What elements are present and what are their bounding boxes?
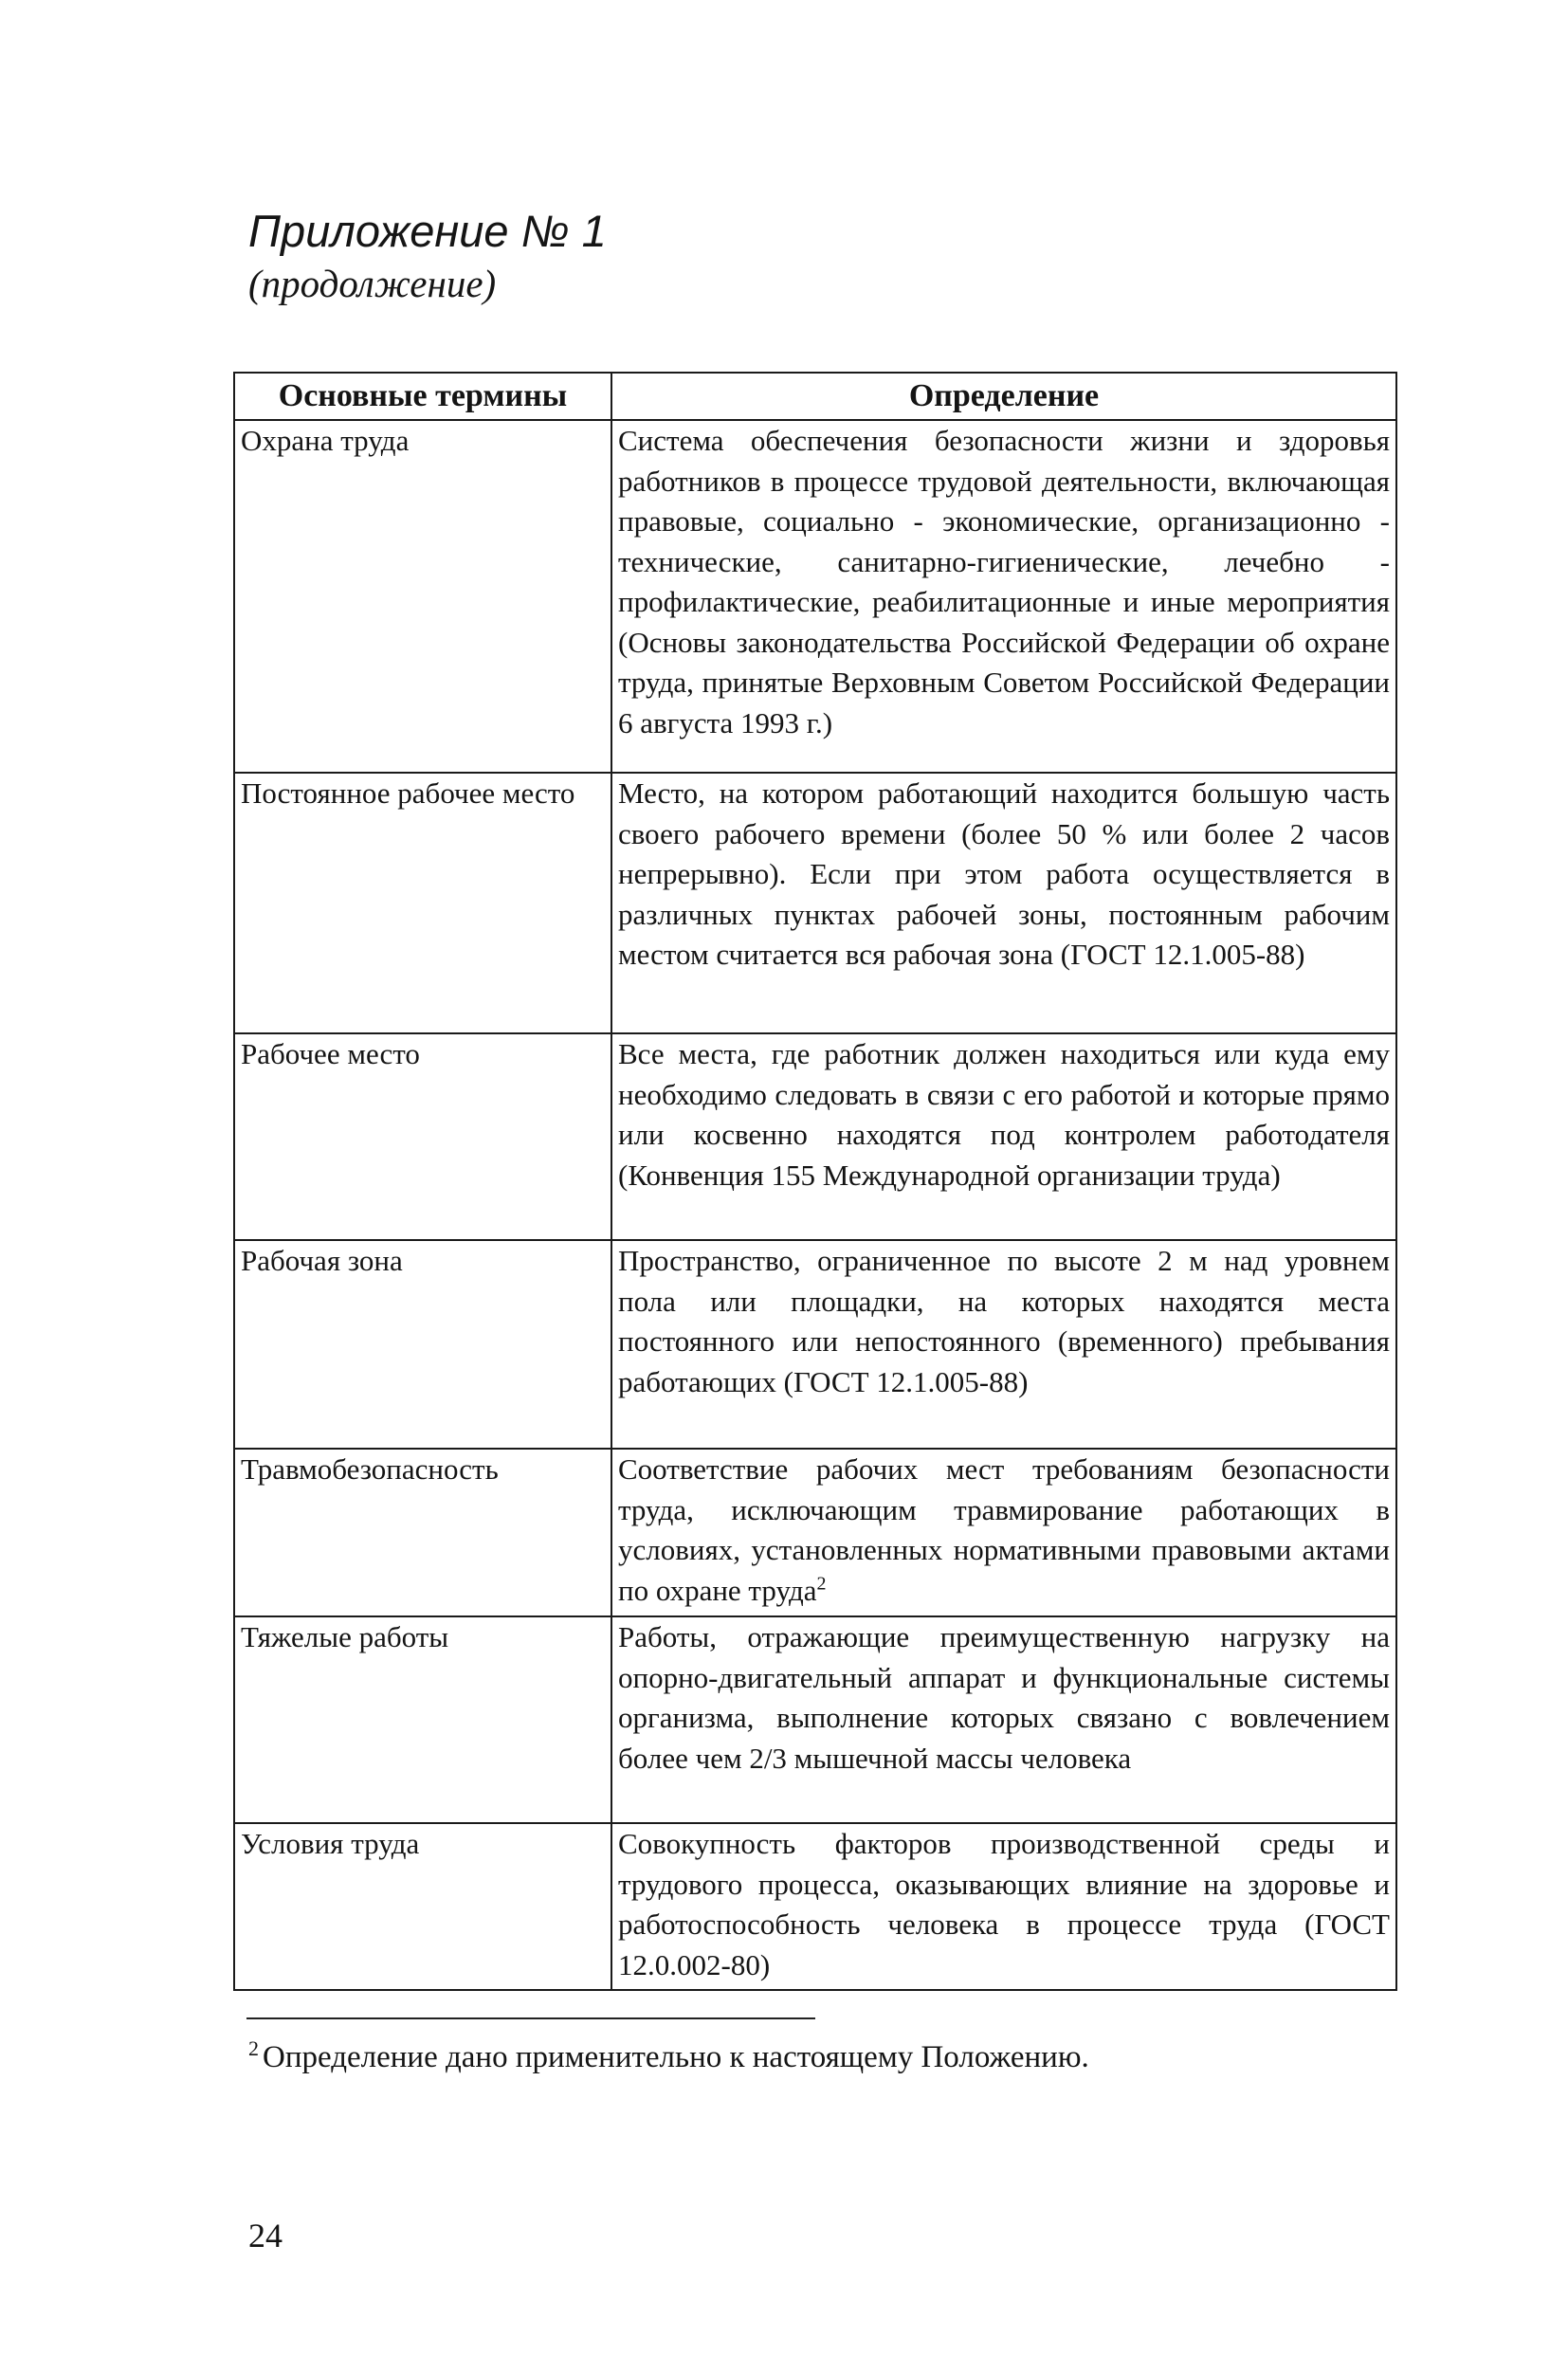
column-header-definition: Определение bbox=[611, 373, 1396, 420]
definition-text: Соответствие рабочих мест требованиям безопасности труда, исключающим травмирование работающих в условиях, установленных нормативными правовыми актами по охране труда bbox=[618, 1452, 1390, 1607]
definition-cell: Совокупность факторов производственной среды и трудового процесса, оказывающих влияние на здоровье и работоспособность человека в процессе труда (ГОСТ 12.0.002-80) bbox=[611, 1823, 1396, 1990]
term-cell: Постоянное рабочее место bbox=[234, 773, 611, 1033]
term-cell: Охрана труда bbox=[234, 420, 611, 773]
definition-cell: Работы, отражающие преимущественную нагрузку на опорно-двигательный аппарат и функциональные системы организма, выполнение которых связано с вовлечением более чем 2/3 мышечной массы человека bbox=[611, 1616, 1396, 1823]
appendix-title: Приложение № 1 bbox=[248, 206, 607, 256]
terms-table bbox=[233, 372, 1397, 1991]
table-row bbox=[234, 1823, 1396, 1990]
table-row bbox=[234, 1616, 1396, 1823]
footnote-divider bbox=[246, 2017, 815, 2019]
appendix-header bbox=[248, 204, 607, 308]
footnote-text: Определение дано применительно к настоящему Положению. bbox=[263, 2040, 1089, 2074]
term-cell: Тяжелые работы bbox=[234, 1616, 611, 1823]
term-cell: Рабочая зона bbox=[234, 1240, 611, 1449]
table-row bbox=[234, 1240, 1396, 1449]
definition-cell: Все места, где работник должен находиться или куда ему необходимо следовать в связи с его работой и которые прямо или косвенно находятся под контролем работодателя (Конвенция 155 Международной организации труда) bbox=[611, 1033, 1396, 1240]
footnote-reference: 2 bbox=[816, 1573, 827, 1595]
appendix-subtitle: (продолжение) bbox=[248, 262, 497, 305]
term-cell: Рабочее место bbox=[234, 1033, 611, 1240]
definition-cell bbox=[611, 1449, 1396, 1616]
term-cell: Травмобезопасность bbox=[234, 1449, 611, 1616]
column-header-terms: Основные термины bbox=[234, 373, 611, 420]
footnote bbox=[248, 2036, 1089, 2078]
table-row bbox=[234, 773, 1396, 1033]
term-cell: Условия труда bbox=[234, 1823, 611, 1990]
footnote-mark: 2 bbox=[248, 2036, 259, 2060]
definition-cell: Пространство, ограниченное по высоте 2 м над уровнем пола или площадки, на которых находятся места постоянного или непостоянного (временного) пребывания работающих (ГОСТ 12.1.005-88) bbox=[611, 1240, 1396, 1449]
table-row bbox=[234, 1449, 1396, 1616]
table-header-row bbox=[234, 373, 1396, 420]
table-row bbox=[234, 420, 1396, 773]
definition-cell: Место, на котором работающий находится большую часть своего рабочего времени (более 50 % или более 2 часов непрерывно). Если при этом работа осуществляется в различных пунктах рабочей зоны, постоянным рабочим местом считается вся рабочая зона (ГОСТ 12.1.005-88) bbox=[611, 773, 1396, 1033]
page-number: 24 bbox=[248, 2217, 283, 2254]
definition-cell: Система обеспечения безопасности жизни и здоровья работников в процессе трудовой деятельности, включающая правовые, социально - экономические, организационно - технические, санитарно-гигиенические, лечебно - профилактические, реабилитационные и иные мероприятия (Основы законодательства Российской Федерации об охране труда, принятые Верховным Советом Российской Федерации 6 августа 1993 г.) bbox=[611, 420, 1396, 773]
table-row bbox=[234, 1033, 1396, 1240]
